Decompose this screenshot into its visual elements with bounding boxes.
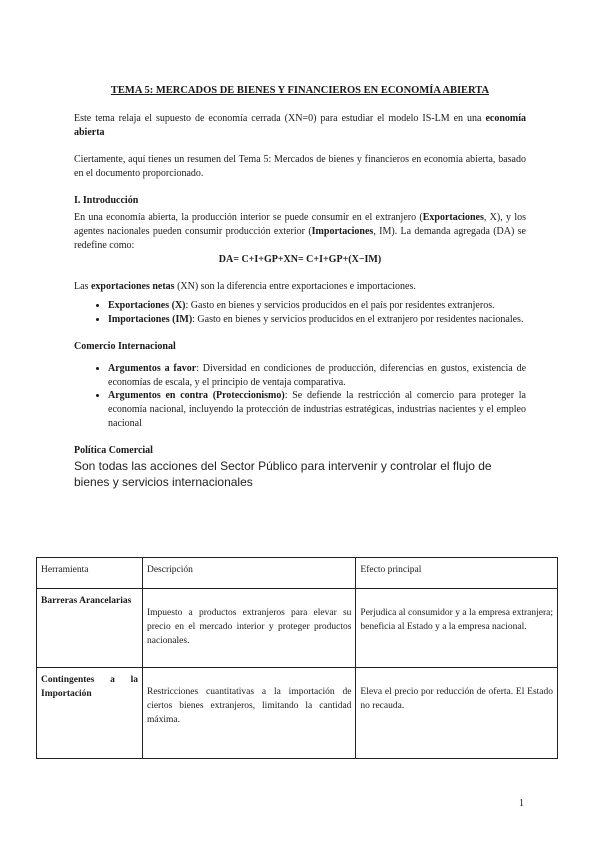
table-cell-description [142,589,355,668]
list-item-term: Importaciones (IM) [108,314,193,326]
list-item-text: : Gasto en bienes y servicios producidos en el extranjero por residentes nacionales. [192,314,524,326]
net-exports-pre: Las [74,280,91,292]
list-item-text: : Gasto en bienes y servicios producidos en el país por residentes extranjeros. [185,300,495,312]
table-row [37,668,558,759]
net-exports-paragraph [74,280,526,294]
intro-text-1: En una economía abierta, la producción interior se puede consumir en el extranjero ( [74,212,423,224]
table-cell-effect [356,589,558,668]
description-text: Restricciones cuantitativas a la importación de ciertos bienes extranjeros, limitando la cantidad máxima. [146,687,352,725]
trade-arguments-list [74,362,526,431]
introduccion-paragraph [74,211,526,252]
table-header-cell: Herramienta [37,558,143,589]
list-item [108,362,526,390]
table-header-cell: Descripción [142,558,355,589]
table-cell-tool: Contingentes a la Importación [37,668,143,759]
list-item-text: : Diversidad en condiciones de producción, diferencias en gustos, existencia de economías de escala, y el principio de ventaja comparativa. [108,362,527,388]
politica-paragraph: Son todas las acciones del Sector Público para intervenir y controlar el flujo de bienes y servicios internacionales [74,458,492,489]
list-item [108,299,526,313]
summary-paragraph: Ciertamente, aquí tienes un resumen del Tema 5: Mercados de bienes y financieros en economía abierta, basado en el documento proporcionado. [74,154,526,179]
list-item [108,389,526,430]
page-number: 1 [519,798,524,809]
intro-text: Este tema relaja el supuesto de economía cerrada (XN=0) para estudiar el modelo IS-LM en una [74,113,486,125]
description-text: Impuesto a productos extranjeros para elevar su precio en el mercado interior y proteger productos nacionales. [146,608,352,646]
table-row [37,589,558,668]
page-title: TEMA 5: MERCADOS DE BIENES Y FINANCIEROS EN ECONOMÍA ABIERTA [110,85,490,96]
tools-table [36,557,558,759]
intro-text-3: , IM). La demanda agregada (DA) se redefine como: [74,226,526,252]
list-item-term: Argumentos en contra (Proteccionismo) [108,390,285,402]
list-item-term: Exportaciones (X) [108,300,186,312]
document-page [74,84,526,490]
list-item [108,313,526,327]
effect-text: Eleva el precio por reducción de oferta. El Estado no recauda. [360,687,553,711]
list-item-text: : Se defiende la restricción al comercio para proteger la economía nacional, incluyendo la protección de industrias estratégicas, industrias nacientes y el empleo nacional [108,390,526,430]
section-heading-comercio: Comercio Internacional [74,341,176,353]
trade-definitions-list [74,299,526,327]
table-cell-effect [356,668,558,759]
exportaciones-term: Exportaciones [422,212,484,224]
table-cell-tool: Barreras Arancelarias [37,589,143,668]
list-item-term: Argumentos a favor [108,362,197,374]
table-cell-description [142,668,355,759]
demand-formula: DA= C+I+GP+XN= C+I+GP+(X−IM) [218,253,382,265]
effect-text: Perjudica al consumidor y a la empresa extranjera; beneficia al Estado y a la empresa nacional. [360,608,553,632]
intro-text-2: , X), y los agentes nacionales pueden consumir producción exterior ( [74,212,526,238]
net-exports-post: (XN) son la diferencia entre exportaciones e importaciones. [174,280,416,292]
net-exports-term: exportaciones netas [90,280,175,292]
section-heading-introduccion: I. Introducción [74,194,139,206]
importaciones-term: Importaciones [311,226,374,238]
table-header-row [37,558,558,589]
intro-paragraph [74,112,526,140]
section-heading-politica: Política Comercial [74,444,153,456]
table-header-cell: Efecto principal [356,558,558,589]
intro-bold: economía abierta [74,113,526,139]
